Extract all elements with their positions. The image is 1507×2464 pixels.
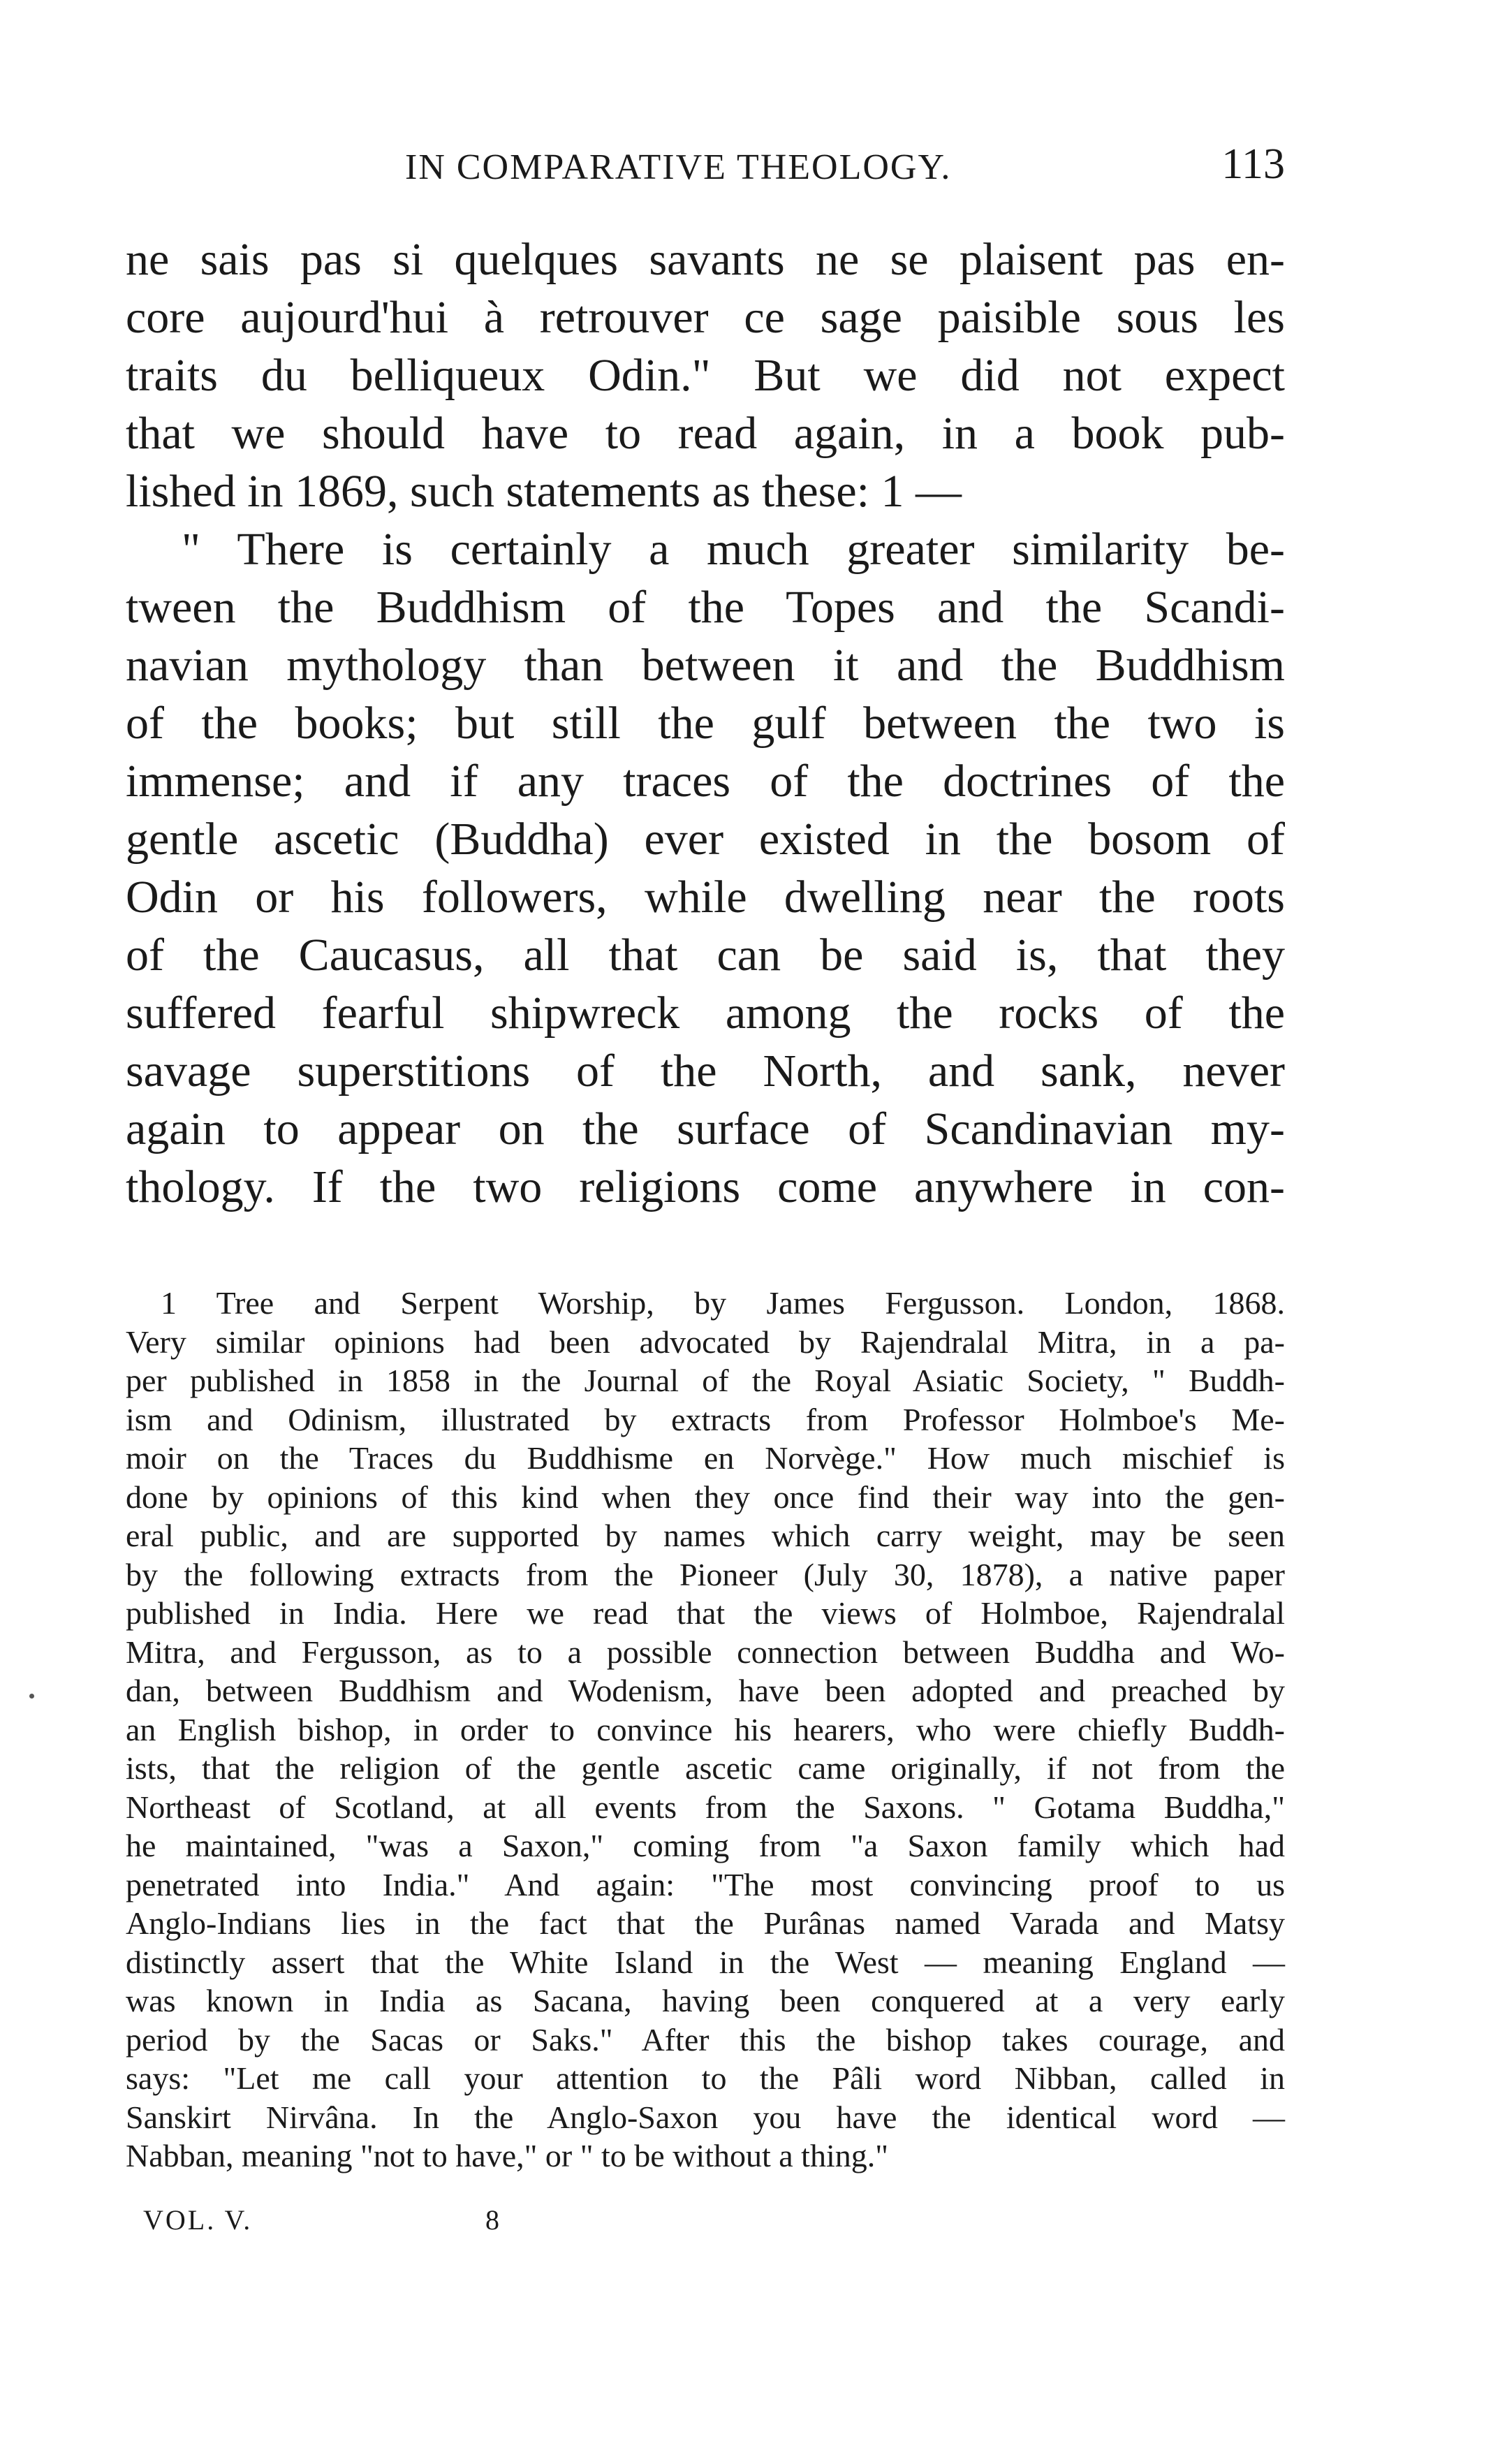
- text-line: immense; and if any traces of the doctrines of the: [126, 756, 1285, 807]
- footnote-line: penetrated into India." And again: "The most convincing proof to us: [126, 1866, 1285, 1902]
- footnote-line: dan, between Buddhism and Wodenism, have been adopted and preached by: [126, 1673, 1285, 1708]
- ink-speck: [29, 1694, 34, 1699]
- footnote-line: Sanskirt Nirvâna. In the Anglo-Saxon you have the identical word —: [126, 2099, 1285, 2135]
- footnote-line: an English bishop, in order to convince his hearers, who were chiefly Buddh-: [126, 1711, 1285, 1747]
- footnote-line: Mitra, and Fergusson, as to a possible connection between Buddha and Wo-: [126, 1634, 1285, 1670]
- footnote-line: Anglo-Indians lies in the fact that the Purânas named Varada and Matsy: [126, 1905, 1285, 1941]
- footnote-line: 1 Tree and Serpent Worship, by James Fergusson. London, 1868.: [161, 1285, 1285, 1321]
- footnote-line: by the following extracts from the Pioneer (July 30, 1878), a native paper: [126, 1556, 1285, 1592]
- text-line: of the books; but still the gulf between the two is: [126, 698, 1285, 749]
- footnote-line: Very similar opinions had been advocated by Rajendralal Mitra, in a pa-: [126, 1323, 1285, 1360]
- footnote: [126, 1284, 1285, 2176]
- footnote-line: published in India. Here we read that the views of Holmboe, Rajendralal: [126, 1595, 1285, 1631]
- footnote-line: eral public, and are supported by names which carry weight, may be seen: [126, 1518, 1285, 1553]
- text-line: gentle ascetic (Buddha) ever existed in the bosom of: [126, 814, 1285, 865]
- text-line: ne sais pas si quelques savants ne se plaisent pas en-: [126, 234, 1285, 285]
- running-head: [126, 140, 1285, 196]
- running-title: IN COMPARATIVE THEOLOGY.: [405, 147, 952, 187]
- text-line: navian mythology than between it and the Buddhism: [126, 640, 1285, 691]
- footnote-line: moir on the Traces du Buddhisme en Norvège." How much mischief is: [126, 1440, 1285, 1476]
- text-line: that we should have to read again, in a book pub-: [126, 408, 1285, 459]
- text-line: " There is certainly a much greater similarity be-: [182, 524, 1285, 575]
- signature-volume: VOL. V.: [143, 2204, 253, 2236]
- text-line: savage superstitions of the North, and sank, never: [126, 1046, 1285, 1097]
- text-line: thology. If the two religions come anywhere in con-: [126, 1161, 1285, 1212]
- footnote-line: done by opinions of this kind when they once find their way into the gen-: [126, 1479, 1285, 1515]
- text-line: suffered fearful shipwreck among the rocks of the: [126, 988, 1285, 1039]
- text-line: lished in 1869, such statements as these: 1 —: [126, 466, 962, 517]
- page-number: 113: [1221, 140, 1285, 188]
- footnote-line: Northeast of Scotland, at all events from the Saxons. " Gotama Buddha,": [126, 1789, 1285, 1825]
- footnote-line: per published in 1858 in the Journal of the Royal Asiatic Society, " Buddh-: [126, 1363, 1285, 1398]
- footnote-line: he maintained, "was a Saxon," coming from "a Saxon family which had: [126, 1828, 1285, 1863]
- footnote-line: says: "Let me call your attention to the Pâli word Nibban, called in: [126, 2060, 1285, 2096]
- text-line: tween the Buddhism of the Topes and the Scandi-: [126, 582, 1285, 633]
- footnote-line: was known in India as Sacana, having been conquered at a very early: [126, 1983, 1285, 2018]
- text-line: core aujourd'hui à retrouver ce sage paisible sous les: [126, 292, 1285, 343]
- signature-sheet-number: 8: [485, 2204, 499, 2236]
- text-line: of the Caucasus, all that can be said is, that they: [126, 930, 1285, 981]
- footnote-line: ism and Odinism, illustrated by extracts from Professor Holmboe's Me-: [126, 1401, 1285, 1437]
- printer-signature: [143, 2203, 562, 2245]
- footnote-line: ists, that the religion of the gentle ascetic came originally, if not from the: [126, 1750, 1285, 1786]
- text-line: again to appear on the surface of Scandinavian my-: [126, 1103, 1285, 1154]
- text-line: traits du belliqueux Odin." But we did not expect: [126, 350, 1285, 401]
- main-text: [126, 230, 1285, 1216]
- text-line: Odin or his followers, while dwelling near the roots: [126, 872, 1285, 923]
- footnote-line: distinctly assert that the White Island in the West — meaning England —: [126, 1944, 1285, 1980]
- footnote-line: Nabban, meaning "not to have," or " to be without a thing.": [126, 2138, 889, 2173]
- footnote-line: period by the Sacas or Saks." After this the bishop takes courage, and: [126, 2021, 1285, 2058]
